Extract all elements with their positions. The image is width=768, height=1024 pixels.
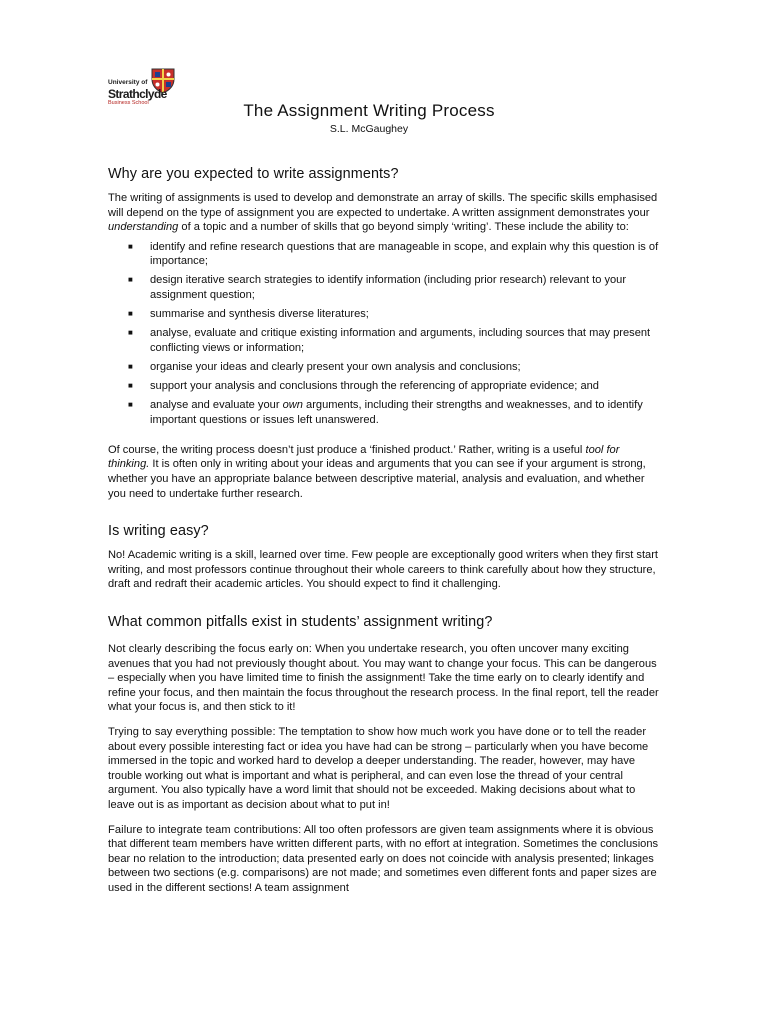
pitfall-lead: Failure to integrate team contributions: bbox=[108, 823, 302, 836]
bullet-icon: ■ bbox=[128, 400, 133, 410]
document-author: S.L. McGaughey bbox=[329, 123, 409, 135]
intro-text-1: The writing of assignments is used to develop and demonstrate an array of skills. The specific skills emphasised will depend on the type of assignment you are expected to undertake. A written assignment demonstrates your bbox=[108, 192, 658, 219]
intro-italic: understanding bbox=[108, 221, 179, 234]
bullet-icon: ■ bbox=[128, 361, 133, 371]
intro-text-2: of a topic and a number of skills that go beyond simply ‘writing’. These include the ability to: bbox=[178, 221, 629, 234]
section1-intro bbox=[108, 191, 660, 235]
closing-italic: tool for thinking. bbox=[108, 443, 620, 471]
pitfall-paragraph: Trying to say everything possible: The temptation to show how much work you have done or to tell the reader about every possible interesting fact or idea you have had can be strong – particularly when you have become immersed in the topic and worked hard to develop a deeper understanding. The reader, however, may have trouble working out what is important and what is peripheral, and can even lose the thread of your central argument. You also typically have a word limit that should not be exceeded. Making decisions about what to leave out is as important as decision about what to put in! bbox=[108, 725, 649, 811]
list-item: ■ summarise and synthesis diverse literatures; bbox=[128, 308, 369, 321]
logo-school-text: Business School bbox=[108, 99, 149, 106]
logo-name-text: Strathclyde bbox=[108, 86, 167, 101]
list-item: ■ design iterative search strategies to identify information (including prior research) relevant to your assignment question; bbox=[128, 274, 627, 302]
document-title: The Assignment Writing Process bbox=[243, 101, 495, 120]
section-heading-pitfalls: What common pitfalls exist in students’ assignment writing? bbox=[108, 613, 493, 630]
logo-university-text: University of bbox=[108, 79, 148, 86]
pitfall-paragraph: Not clearly describing the focus early on: When you undertake research, you often uncover many exciting avenues that you had not previously thought about. You may want to change your focus. This can be dangerous – especially when you have limited time to finish the assignment! Take the time early on to clearly identify and refine your focus, and then maintain the focus throughout the research process. In the final report, tell the reader what your focus is, and then stick to it! bbox=[108, 642, 659, 714]
list-item: ■ analyse, evaluate and critique existing information and arguments, including sources that may present conflicting views or information; bbox=[128, 327, 651, 354]
bullet-icon: ■ bbox=[128, 241, 133, 251]
skills-list bbox=[108, 240, 660, 428]
pitfall-lead: Trying to say everything possible: bbox=[108, 725, 276, 738]
bullet-icon: ■ bbox=[128, 328, 133, 338]
pitfall-lead: Not clearly describing the focus early on: bbox=[108, 642, 312, 655]
section2-text: No! Academic writing is a skill, learned over time. Few people are exceptionally good writers when they first start writing, and most professors continue throughout their whole careers to think carefully about how they structure, draft and redraft their academic articles. You should expect to find it challenging. bbox=[108, 549, 658, 591]
list-item: ■ organise your ideas and clearly present your own analysis and conclusions; bbox=[128, 360, 521, 373]
list-item: ■ identify and refine research questions that are manageable in scope, and explain why this question is of importance; bbox=[128, 240, 659, 268]
section-heading-easy: Is writing easy? bbox=[108, 523, 209, 540]
bullet-icon: ■ bbox=[128, 381, 133, 391]
pitfall-paragraph: Failure to integrate team contributions: All too often professors are given team assignments where it is obvious that different team members have written different parts, with no effort at integration. Sometimes the conclusions bear no relation to the introduction; data presented early on does not coincide with analysis presented; linkages between two sections (e.g. comparisons) are not made; and sometimes even different fonts and paper sizes are used in the different sections! A team assignment bbox=[108, 823, 659, 894]
bullet-icon: ■ bbox=[128, 275, 133, 285]
list-item: ■ support your analysis and conclusions through the referencing of appropriate evidence; and bbox=[128, 380, 599, 393]
document-body bbox=[108, 166, 660, 905]
section-heading-why: Why are you expected to write assignments? bbox=[108, 166, 399, 182]
list-item: ■ analyse and evaluate your own arguments, including their strengths and weaknesses, and to identify important questions or issues left unanswered. bbox=[128, 399, 643, 426]
section1-closing: Of course, the writing process doesn’t just produce a ‘finished product.’ Rather, writing is a useful tool for thinking. It is often only in writing about your ideas and arguments that you can see if your argument is strong, whether you have an appropriate balance between descriptive material, analysis and evaluation, and whether you need to undertake further research. bbox=[108, 443, 646, 500]
bullet-icon: ■ bbox=[128, 309, 133, 319]
